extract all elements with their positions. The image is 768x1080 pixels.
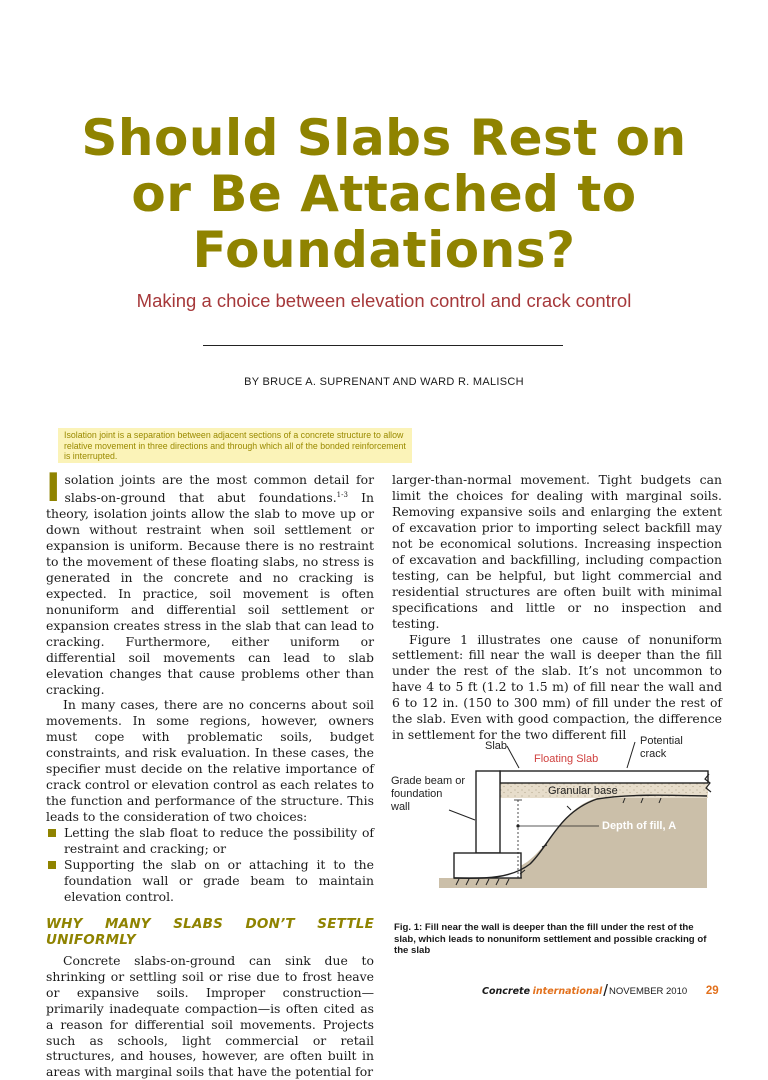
paragraph-1-start: solation joints are the most common detail for slabs-on-ground that abut foundations. (64, 472, 374, 506)
paragraph-4: larger-than-normal movement. Tight budgets can limit the choices for dealing with marginal soils. Removing expansive soils and enlarging the extent of excavation prior to importing select backfill may not be economical solutions. Increasing inspection of excavation and backfilling, including compaction testing, can be helpful, but light commercial and residential structures are often built with minimal specifications and little or no inspection and testing. (392, 472, 722, 631)
label-grade-beam-3: wall (391, 801, 410, 813)
footer-slash: / (603, 981, 609, 1000)
floating-slab (500, 771, 708, 783)
definition-callout: Isolation joint is a separation between adjacent sections of a concrete structure to allow relative movement in three directions and through which all of the bonded reinforcement is interrupted. (58, 428, 412, 463)
figure-caption: Fig. 1: Fill near the wall is deeper than the fill under the rest of the slab, which leads to nonuniform settlement and possible cracking of the slab (394, 922, 707, 956)
issue-date: NOVEMBER 2010 (609, 986, 688, 997)
article-title (40, 110, 728, 278)
paragraph-3: Concrete slabs-on-ground can sink due to shrinking or settling soil or rise due to frost heave or expansive soils. Improper construction—primarily inadequate compaction—is often cited as a reason for differential soil movements. Projects such as schools, light commercial or retail structures, and houses, however, are often built in areas with marginal soils that have the potential for (46, 952, 374, 1080)
drop-cap: I (46, 466, 61, 511)
label-granular-base: Granular base (548, 785, 618, 797)
brand-concrete: Concrete (482, 986, 531, 997)
title-line-3: Foundations? (192, 221, 576, 279)
divider-rule (203, 345, 563, 346)
left-column (46, 466, 374, 1080)
paragraph-1-rest: In theory, isolation joints allow the slab to move up or down without restraint when soil settlement or expansion is uniform. Because there is no restraint to the movement of these floating slabs, no stress is generated in the concrete and no cracking is expected. In practice, soil movement is often nonuniform and differential soil settlement or expansion creates stress in the slab that can lead to cracking. Furthermore, either uniform or differential soil movements can lead to slab elevation changes that cause problems other than cracking. (46, 490, 374, 697)
list-item (46, 825, 374, 857)
page-number: 29 (705, 985, 719, 997)
right-column (392, 472, 722, 743)
label-potential-crack-1: Potential (640, 735, 683, 747)
bullet-text-2: Supporting the slab on or attaching it to the foundation wall or grade beam to maintain elevation control. (64, 857, 374, 904)
figure-1-diagram (387, 728, 723, 918)
label-grade-beam-2: foundation (391, 788, 443, 800)
paragraph-2: In many cases, there are no concerns about soil movements. In some regions, however, owners must cope with problematic soils, budget constraints, and risk evaluation. In these cases, the specifier must decide on the relative importance of crack control or elevation control as each relates to the function and performance of the structure. This leads to the consideration of two choices: (46, 697, 374, 825)
bullet-text-1: Letting the slab float to reduce the possibility of restraint and cracking; or (64, 825, 374, 857)
paragraph-5: Figure 1 illustrates one cause of nonuniform settlement: fill near the wall is deeper than the fill under the rest of the slab. It’s not uncommon to have 4 to 5 ft (1.2 to 1.5 m) of fill near the wall and 6 to 12 in. (150 to 300 mm) of fill under the rest of the slab. Even with good compaction, the difference in settlement for the two different fill (392, 631, 722, 743)
section-heading: WHY MANY SLABS DON’T SETTLE UNIFORMLY (46, 915, 374, 948)
page-footer (482, 981, 722, 1001)
article-subtitle: Making a choice between elevation control and crack control (136, 290, 632, 311)
square-bullet-icon (48, 829, 56, 837)
title-line-2: or Be Attached to (131, 165, 637, 223)
paragraph-1 (46, 466, 374, 697)
byline: BY BRUCE A. SUPRENANT AND WARD R. MALISCH (244, 376, 524, 388)
label-depth-of-fill: Depth of fill, A (602, 820, 677, 832)
label-potential-crack-2: crack (640, 748, 667, 760)
label-grade-beam-1: Grade beam or (391, 775, 465, 787)
brand-international: international (532, 986, 603, 997)
label-floating-slab: Floating Slab (534, 753, 599, 765)
label-slab: Slab (485, 740, 508, 752)
list-item (46, 857, 374, 905)
foundation-wall (476, 771, 500, 853)
title-line-1: Should Slabs Rest on (81, 109, 687, 167)
square-bullet-icon (48, 861, 56, 869)
choices-list (46, 825, 374, 905)
citation-superscript: 1-3 (336, 490, 348, 499)
